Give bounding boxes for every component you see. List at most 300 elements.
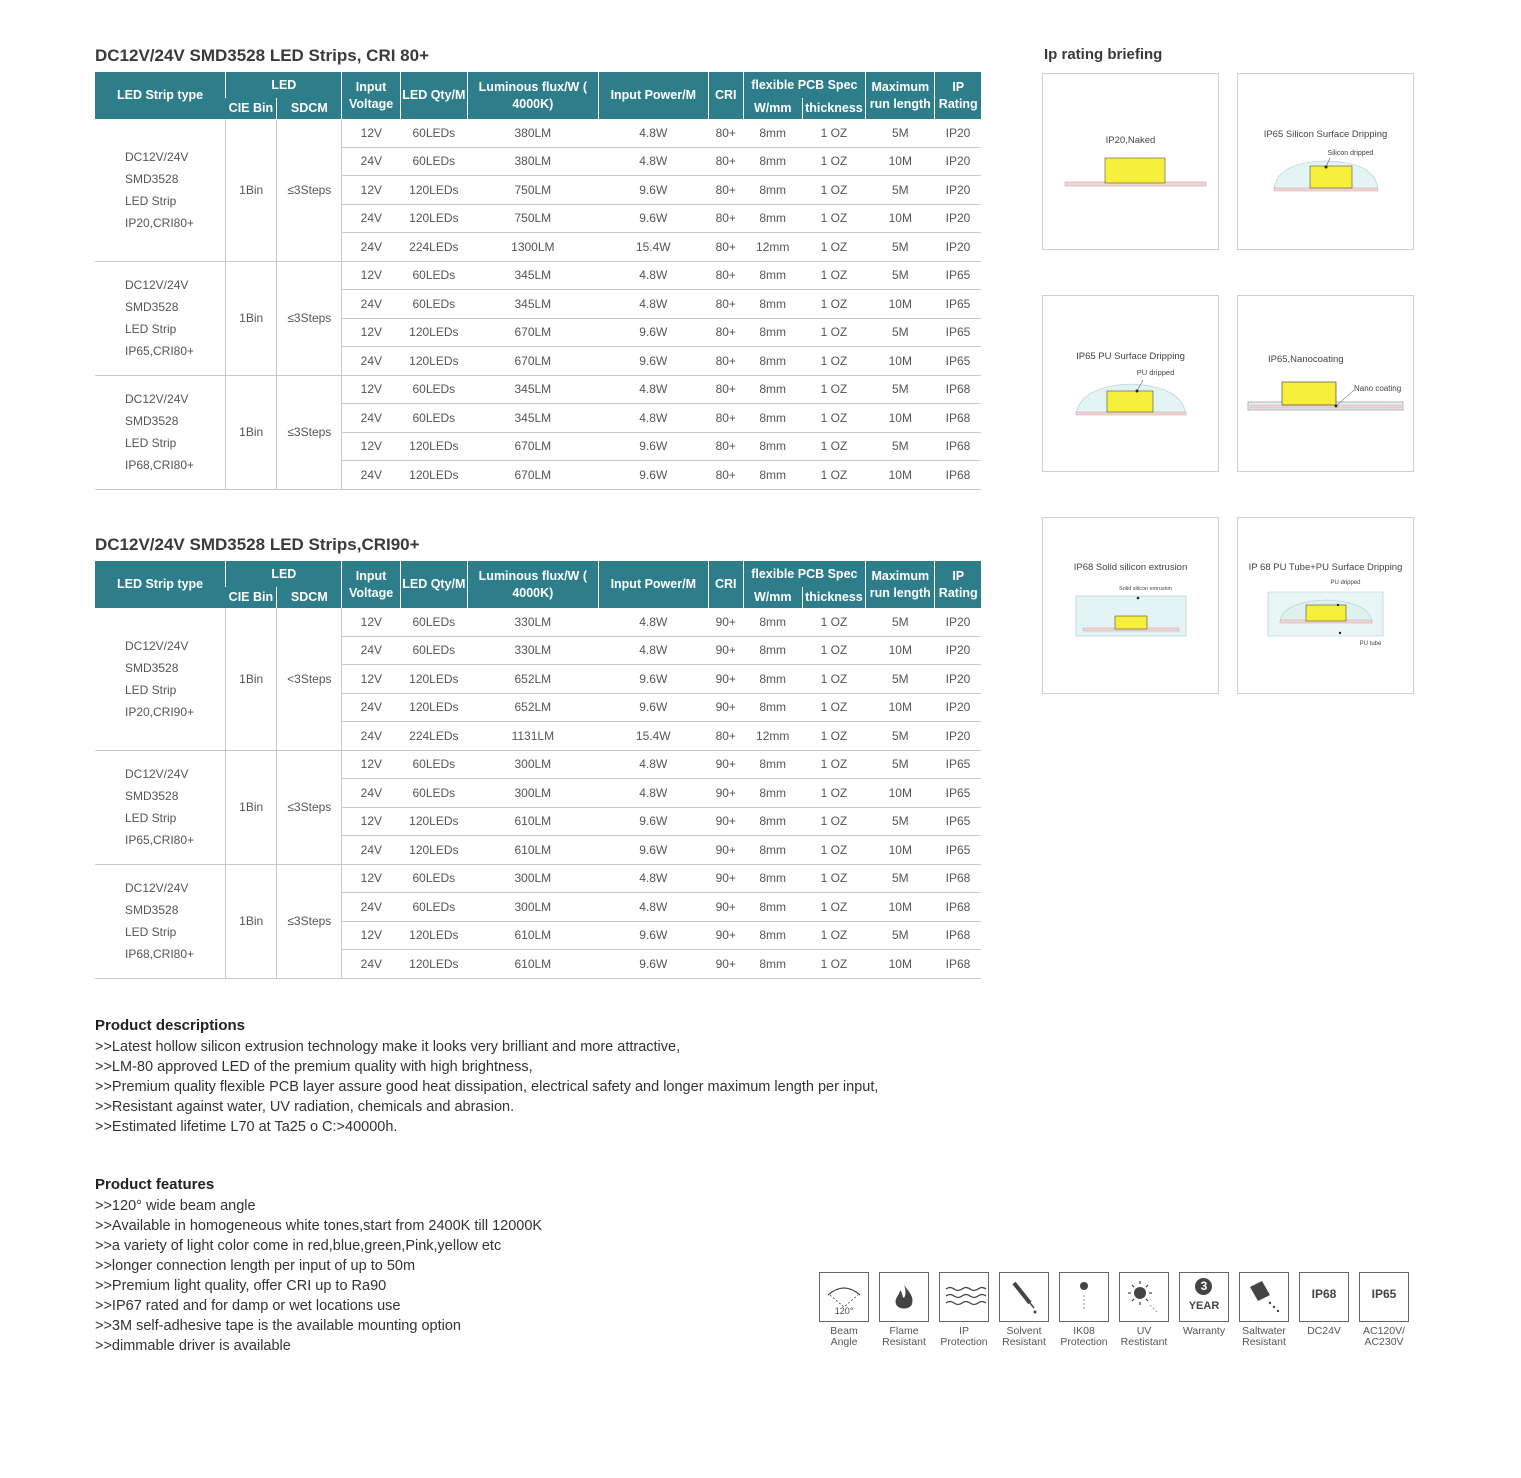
cell-input-voltage: 12V	[342, 318, 400, 347]
cell-led-qty: 120LEDs	[400, 950, 467, 979]
cell-ip-rating: IP65	[935, 261, 981, 290]
badge-ip65-ac	[1359, 1272, 1409, 1348]
cell-ip-rating: IP20	[935, 722, 981, 751]
ip-briefing-title: Ip rating briefing	[1044, 46, 1163, 63]
cell-strip-type	[95, 261, 226, 375]
strip-type-line: SMD3528	[125, 171, 179, 186]
cell-pcb-width: 8mm	[743, 665, 802, 694]
cell-luminous-flux: 345LM	[468, 404, 599, 433]
strip-type-line: DC12V/24V	[125, 392, 189, 406]
strip-type-line: LED Strip	[125, 811, 177, 825]
cell-luminous-flux: 330LM	[468, 636, 599, 665]
cell-input-power: 9.6W	[598, 921, 708, 950]
strip-type-line: DC12V/24V	[125, 278, 189, 292]
cell-led-qty: 60LEDs	[400, 290, 467, 319]
badge-caption: AC230V	[1364, 1336, 1404, 1348]
cell-luminous-flux: 345LM	[468, 375, 599, 404]
feature-item: >>Available in homogeneous white tones,start from 2400K till 12000K	[95, 1218, 543, 1234]
header-led: LED	[226, 72, 342, 98]
cell-sdcm: <3Steps	[277, 608, 342, 750]
cell-cri: 90+	[708, 608, 743, 636]
descriptions-title: Product descriptions	[95, 1017, 246, 1034]
strip-type-line: IP68,CRI80+	[125, 458, 195, 472]
table-title-cri80: DC12V/24V SMD3528 LED Strips, CRI 80+	[95, 46, 429, 65]
ip-card-ip20-naked	[1042, 73, 1219, 250]
cell-input-power: 4.8W	[598, 404, 708, 433]
strip-type-line: SMD3528	[125, 903, 179, 917]
cell-led-qty: 60LEDs	[400, 375, 467, 404]
header-width: W/mm	[743, 98, 802, 119]
cell-cri: 80+	[708, 404, 743, 433]
badge-value-unit: YEAR	[1188, 1300, 1220, 1312]
cell-luminous-flux: 300LM	[468, 864, 599, 893]
cell-cri: 90+	[708, 636, 743, 665]
header-pcb-spec: flexible PCB Spec	[743, 72, 865, 98]
cell-led-qty: 60LEDs	[400, 147, 467, 176]
cell-input-power: 15.4W	[598, 722, 708, 751]
badge-caption: Resistant	[1002, 1336, 1046, 1348]
cell-pcb-thickness: 1 OZ	[802, 290, 865, 319]
header-thickness: thickness	[802, 98, 865, 119]
cell-pcb-width: 8mm	[743, 318, 802, 347]
header-input-power: Input Power/M	[598, 561, 708, 608]
cell-ip-rating: IP68	[935, 432, 981, 461]
cell-pcb-thickness: 1 OZ	[802, 636, 865, 665]
cell-cri: 80+	[708, 204, 743, 233]
cell-pcb-width: 8mm	[743, 404, 802, 433]
strip-type-line: IP68,CRI80+	[125, 947, 195, 961]
cell-cri: 90+	[708, 893, 743, 922]
cell-max-run-length: 10M	[866, 461, 935, 490]
cell-luminous-flux: 345LM	[468, 290, 599, 319]
cell-luminous-flux: 1300LM	[468, 233, 599, 262]
cell-input-power: 9.6W	[598, 432, 708, 461]
sun-icon	[1120, 1273, 1168, 1321]
cell-sdcm: ≤3Steps	[277, 119, 342, 261]
ip-card-sublabel-tube: PU tube	[1359, 641, 1382, 647]
cell-cri: 90+	[708, 779, 743, 808]
cell-luminous-flux: 670LM	[468, 461, 599, 490]
ip-card-ip68-solid-extrusion	[1042, 517, 1219, 694]
header-max-run-length: Maximum run length	[866, 561, 935, 608]
header-cri: CRI	[708, 72, 743, 119]
cell-strip-type	[95, 119, 226, 261]
pu-tube-diagram	[1238, 518, 1413, 693]
strip-type-line: DC12V/24V	[125, 767, 189, 781]
cell-led-qty: 120LEDs	[400, 176, 467, 205]
cell-luminous-flux: 670LM	[468, 432, 599, 461]
cell-max-run-length: 10M	[866, 147, 935, 176]
cell-input-voltage: 12V	[342, 176, 400, 205]
badge-ip68-dc24v	[1299, 1272, 1349, 1337]
cell-led-qty: 224LEDs	[400, 722, 467, 751]
ip-card-ip68-pu-tube	[1237, 517, 1414, 694]
description-item: >>LM-80 approved LED of the premium quality with high brightness,	[95, 1059, 533, 1075]
solid-extrusion-diagram	[1043, 518, 1218, 693]
cell-led-qty: 60LEDs	[400, 608, 467, 636]
cell-ip-rating: IP20	[935, 147, 981, 176]
cell-input-voltage: 12V	[342, 119, 400, 147]
cell-max-run-length: 5M	[866, 375, 935, 404]
features-title: Product features	[95, 1176, 215, 1193]
strip-type-line: IP65,CRI80+	[125, 833, 195, 847]
cell-pcb-width: 8mm	[743, 921, 802, 950]
header-luminous-flux: Luminous flux/W ( 4000K)	[468, 561, 599, 608]
cell-cri: 90+	[708, 750, 743, 779]
cell-luminous-flux: 380LM	[468, 147, 599, 176]
cell-pcb-thickness: 1 OZ	[802, 375, 865, 404]
cell-cri: 80+	[708, 261, 743, 290]
cell-ip-rating: IP68	[935, 950, 981, 979]
cell-pcb-thickness: 1 OZ	[802, 432, 865, 461]
cell-sdcm: ≤3Steps	[277, 261, 342, 375]
strip-type-line: SMD3528	[125, 660, 179, 675]
header-led-qty: LED Qty/M	[400, 72, 467, 119]
cell-input-voltage: 24V	[342, 693, 400, 722]
header-cie-bin: CIE Bin	[226, 98, 277, 119]
cell-pcb-width: 8mm	[743, 461, 802, 490]
cell-input-voltage: 24V	[342, 893, 400, 922]
cell-cri: 90+	[708, 665, 743, 694]
cell-led-qty: 120LEDs	[400, 693, 467, 722]
cell-cri: 90+	[708, 836, 743, 865]
badge-caption: IP	[959, 1325, 969, 1337]
cell-input-voltage: 12V	[342, 921, 400, 950]
descriptions-list	[95, 1037, 878, 1137]
cell-luminous-flux: 380LM	[468, 119, 599, 147]
strip-type-line: IP65,CRI80+	[125, 344, 195, 358]
cell-pcb-width: 8mm	[743, 347, 802, 376]
cell-luminous-flux: 670LM	[468, 318, 599, 347]
badge-uv-resistant	[1119, 1272, 1169, 1348]
cell-pcb-thickness: 1 OZ	[802, 347, 865, 376]
cell-input-voltage: 12V	[342, 864, 400, 893]
cell-luminous-flux: 300LM	[468, 750, 599, 779]
table-row	[95, 119, 981, 147]
ip-card-sublabel: PU dripped	[1330, 580, 1361, 586]
cell-input-power: 9.6W	[598, 347, 708, 376]
cell-strip-type	[95, 375, 226, 489]
cell-max-run-length: 5M	[866, 864, 935, 893]
cell-input-power: 4.8W	[598, 147, 708, 176]
cell-ip-rating: IP65	[935, 807, 981, 836]
cell-input-power: 4.8W	[598, 261, 708, 290]
cell-pcb-thickness: 1 OZ	[802, 921, 865, 950]
cell-input-power: 15.4W	[598, 233, 708, 262]
header-led: LED	[226, 561, 342, 587]
header-luminous-flux: Luminous flux/W ( 4000K)	[468, 72, 599, 119]
cell-cie-bin: 1Bin	[226, 375, 277, 489]
cell-led-qty: 60LEDs	[400, 750, 467, 779]
cell-max-run-length: 10M	[866, 893, 935, 922]
cell-led-qty: 60LEDs	[400, 779, 467, 808]
cell-max-run-length: 5M	[866, 750, 935, 779]
cell-max-run-length: 10M	[866, 636, 935, 665]
cell-ip-rating: IP65	[935, 836, 981, 865]
badge-caption: AC120V/	[1362, 1325, 1406, 1337]
spec-table-cri90	[95, 561, 981, 979]
badge-value: IP65	[1371, 1287, 1397, 1301]
cell-max-run-length: 10M	[866, 404, 935, 433]
strip-type-line: LED Strip	[125, 193, 177, 208]
table-row	[95, 750, 981, 779]
cell-pcb-thickness: 1 OZ	[802, 608, 865, 636]
cell-input-power: 4.8W	[598, 750, 708, 779]
cell-input-power: 9.6W	[598, 836, 708, 865]
badge-solvent-resistant	[999, 1272, 1049, 1348]
cell-cri: 90+	[708, 950, 743, 979]
flame-icon	[880, 1273, 928, 1321]
cell-pcb-thickness: 1 OZ	[802, 461, 865, 490]
nanocoating-diagram	[1238, 296, 1413, 471]
badge-caption: Saltwater	[1242, 1325, 1286, 1337]
water-waves-icon	[940, 1273, 988, 1321]
badge-ik08-protection	[1059, 1272, 1109, 1348]
badge-warranty	[1179, 1272, 1229, 1337]
cell-input-power: 9.6W	[598, 807, 708, 836]
header-sdcm: SDCM	[277, 587, 342, 608]
solvent-dropper-icon	[1000, 1273, 1048, 1321]
cell-pcb-thickness: 1 OZ	[802, 750, 865, 779]
cell-pcb-thickness: 1 OZ	[802, 836, 865, 865]
badge-caption: UV	[1136, 1325, 1152, 1337]
cell-pcb-width: 8mm	[743, 750, 802, 779]
cell-pcb-width: 8mm	[743, 779, 802, 808]
cell-pcb-width: 8mm	[743, 636, 802, 665]
cell-led-qty: 224LEDs	[400, 233, 467, 262]
cell-luminous-flux: 610LM	[468, 950, 599, 979]
ip-card-label: IP68 Solid silicon extrusion	[1073, 562, 1188, 573]
cell-led-qty: 60LEDs	[400, 864, 467, 893]
feature-item: >>IP67 rated and for damp or wet locations use	[95, 1298, 401, 1314]
header-sdcm: SDCM	[277, 98, 342, 119]
header-cri: CRI	[708, 561, 743, 608]
feature-item: >>120° wide beam angle	[95, 1198, 256, 1214]
cell-luminous-flux: 610LM	[468, 921, 599, 950]
cell-max-run-length: 10M	[866, 950, 935, 979]
cell-sdcm: ≤3Steps	[277, 864, 342, 978]
cell-input-power: 4.8W	[598, 375, 708, 404]
cell-input-voltage: 12V	[342, 608, 400, 636]
cell-pcb-thickness: 1 OZ	[802, 318, 865, 347]
cell-pcb-thickness: 1 OZ	[802, 404, 865, 433]
cell-pcb-width: 8mm	[743, 836, 802, 865]
naked-strip-diagram	[1043, 74, 1218, 249]
cell-input-voltage: 24V	[342, 147, 400, 176]
header-led-strip-type: LED Strip type	[95, 561, 226, 608]
header-led-qty: LED Qty/M	[400, 561, 467, 608]
badge-caption: Flame	[889, 1325, 919, 1337]
cell-pcb-width: 8mm	[743, 204, 802, 233]
impact-icon	[1060, 1273, 1108, 1321]
table-row	[95, 261, 981, 290]
cell-cri: 80+	[708, 318, 743, 347]
badge-caption: DC24V	[1307, 1325, 1341, 1337]
cell-input-power: 4.8W	[598, 608, 708, 636]
header-led-strip-type: LED Strip type	[95, 72, 226, 119]
cell-led-qty: 120LEDs	[400, 921, 467, 950]
cell-pcb-width: 8mm	[743, 950, 802, 979]
cell-cri: 80+	[708, 375, 743, 404]
cell-input-power: 4.8W	[598, 119, 708, 147]
cell-pcb-thickness: 1 OZ	[802, 119, 865, 147]
cell-input-voltage: 12V	[342, 665, 400, 694]
cell-ip-rating: IP68	[935, 893, 981, 922]
cell-input-voltage: 24V	[342, 404, 400, 433]
strip-type-line: SMD3528	[125, 789, 179, 803]
cell-ip-rating: IP65	[935, 779, 981, 808]
cell-input-power: 4.8W	[598, 893, 708, 922]
cell-max-run-length: 5M	[866, 318, 935, 347]
strip-type-line: LED Strip	[125, 322, 177, 336]
cell-led-qty: 60LEDs	[400, 261, 467, 290]
ip-card-sublabel: PU dripped	[1136, 368, 1175, 377]
cell-pcb-thickness: 1 OZ	[802, 950, 865, 979]
strip-type-line: LED Strip	[125, 436, 177, 450]
cell-led-qty: 120LEDs	[400, 318, 467, 347]
cell-pcb-thickness: 1 OZ	[802, 693, 865, 722]
cell-ip-rating: IP20	[935, 204, 981, 233]
header-width: W/mm	[743, 587, 802, 608]
badge-caption: Resistant	[882, 1336, 926, 1348]
cell-max-run-length: 5M	[866, 432, 935, 461]
cell-input-power: 4.8W	[598, 636, 708, 665]
strip-type-line: LED Strip	[125, 925, 177, 939]
badge-caption: IK08	[1073, 1325, 1095, 1337]
header-ip-rating: IP Rating	[935, 72, 981, 119]
cell-luminous-flux: 652LM	[468, 693, 599, 722]
description-item: >>Latest hollow silicon extrusion technology make it looks very brilliant and more attractive,	[95, 1039, 681, 1055]
cell-max-run-length: 5M	[866, 722, 935, 751]
cell-cri: 90+	[708, 693, 743, 722]
cell-luminous-flux: 345LM	[468, 261, 599, 290]
ip-card-ip65-nanocoating	[1237, 295, 1414, 472]
feature-item: >>a variety of light color come in red,blue,green,Pink,yellow etc	[95, 1238, 502, 1254]
badge-caption: Solvent	[1006, 1325, 1042, 1337]
cell-ip-rating: IP20	[935, 636, 981, 665]
strip-type-line: SMD3528	[125, 414, 179, 428]
cell-pcb-width: 8mm	[743, 893, 802, 922]
cell-max-run-length: 10M	[866, 836, 935, 865]
badge-caption: Angle	[830, 1336, 858, 1348]
feature-item: >>longer connection length per input of up to 50m	[95, 1258, 416, 1274]
cell-input-voltage: 12V	[342, 807, 400, 836]
cell-led-qty: 120LEDs	[400, 204, 467, 233]
cell-max-run-length: 5M	[866, 176, 935, 205]
cell-input-power: 4.8W	[598, 290, 708, 319]
cell-pcb-width: 8mm	[743, 176, 802, 205]
badge-caption: Protection	[1060, 1336, 1108, 1348]
cell-input-power: 4.8W	[598, 779, 708, 808]
cell-max-run-length: 5M	[866, 608, 935, 636]
cell-pcb-width: 8mm	[743, 693, 802, 722]
cell-input-power: 9.6W	[598, 318, 708, 347]
cell-input-voltage: 12V	[342, 261, 400, 290]
cell-led-qty: 120LEDs	[400, 807, 467, 836]
badge-caption: Warranty	[1182, 1325, 1226, 1337]
ip-card-label: IP20,Naked	[1105, 135, 1156, 146]
cell-input-voltage: 24V	[342, 950, 400, 979]
header-max-run-length: Maximum run length	[866, 72, 935, 119]
badge-ip-protection	[939, 1272, 989, 1348]
cell-cri: 80+	[708, 176, 743, 205]
spec-table-cri80	[95, 72, 981, 490]
cell-input-voltage: 24V	[342, 836, 400, 865]
cell-pcb-thickness: 1 OZ	[802, 176, 865, 205]
cell-cie-bin: 1Bin	[226, 608, 277, 750]
cell-led-qty: 60LEDs	[400, 893, 467, 922]
cell-cri: 80+	[708, 147, 743, 176]
cell-cri: 90+	[708, 807, 743, 836]
saltwater-icon	[1240, 1273, 1288, 1321]
cell-cri: 80+	[708, 233, 743, 262]
cell-led-qty: 120LEDs	[400, 665, 467, 694]
cell-pcb-width: 8mm	[743, 147, 802, 176]
cell-pcb-width: 8mm	[743, 432, 802, 461]
cell-ip-rating: IP65	[935, 318, 981, 347]
ip65-text-icon	[1359, 1272, 1409, 1322]
cell-ip-rating: IP20	[935, 176, 981, 205]
table-row	[95, 375, 981, 404]
cell-cri: 80+	[708, 461, 743, 490]
cell-input-voltage: 24V	[342, 233, 400, 262]
ip-card-ip65-silicon-dripping	[1237, 73, 1414, 250]
strip-type-line: IP20,CRI80+	[125, 215, 195, 230]
badge-caption: Resistant	[1242, 1336, 1286, 1348]
cell-pcb-thickness: 1 OZ	[802, 864, 865, 893]
header-thickness: thickness	[802, 587, 865, 608]
cell-max-run-length: 5M	[866, 119, 935, 147]
header-input-voltage: Input Voltage	[342, 72, 400, 119]
cell-cie-bin: 1Bin	[226, 750, 277, 864]
cell-strip-type	[95, 864, 226, 978]
cell-input-voltage: 12V	[342, 750, 400, 779]
cell-input-voltage: 12V	[342, 375, 400, 404]
cell-pcb-thickness: 1 OZ	[802, 893, 865, 922]
cell-max-run-length: 5M	[866, 807, 935, 836]
cell-max-run-length: 10M	[866, 779, 935, 808]
header-input-voltage: Input Voltage	[342, 561, 400, 608]
cell-pcb-width: 8mm	[743, 608, 802, 636]
ip-card-sublabel: Solid silicon extrusion	[1119, 586, 1172, 592]
cell-input-power: 9.6W	[598, 176, 708, 205]
cell-pcb-width: 12mm	[743, 233, 802, 262]
ip-card-label: IP65 PU Surface Dripping	[1076, 351, 1185, 362]
cell-pcb-width: 8mm	[743, 864, 802, 893]
cell-input-voltage: 24V	[342, 347, 400, 376]
cell-ip-rating: IP65	[935, 347, 981, 376]
badge-value: 3	[1200, 1279, 1208, 1293]
cell-cri: 90+	[708, 921, 743, 950]
cell-led-qty: 120LEDs	[400, 461, 467, 490]
ip-card-label: IP65,Nanocoating	[1268, 354, 1344, 365]
badge-saltwater-resistant	[1239, 1272, 1289, 1348]
cell-input-voltage: 24V	[342, 204, 400, 233]
cell-ip-rating: IP65	[935, 290, 981, 319]
cell-pcb-thickness: 1 OZ	[802, 779, 865, 808]
cell-cri: 80+	[708, 290, 743, 319]
cell-ip-rating: IP20	[935, 693, 981, 722]
cell-input-power: 9.6W	[598, 204, 708, 233]
cell-pcb-width: 8mm	[743, 119, 802, 147]
cell-pcb-width: 12mm	[743, 722, 802, 751]
cell-sdcm: ≤3Steps	[277, 750, 342, 864]
strip-type-line: DC12V/24V	[125, 638, 189, 653]
cell-ip-rating: IP68	[935, 404, 981, 433]
strip-type-line: DC12V/24V	[125, 881, 189, 895]
feature-item: >>Premium light quality, offer CRI up to Ra90	[95, 1278, 387, 1294]
cell-strip-type	[95, 608, 226, 750]
